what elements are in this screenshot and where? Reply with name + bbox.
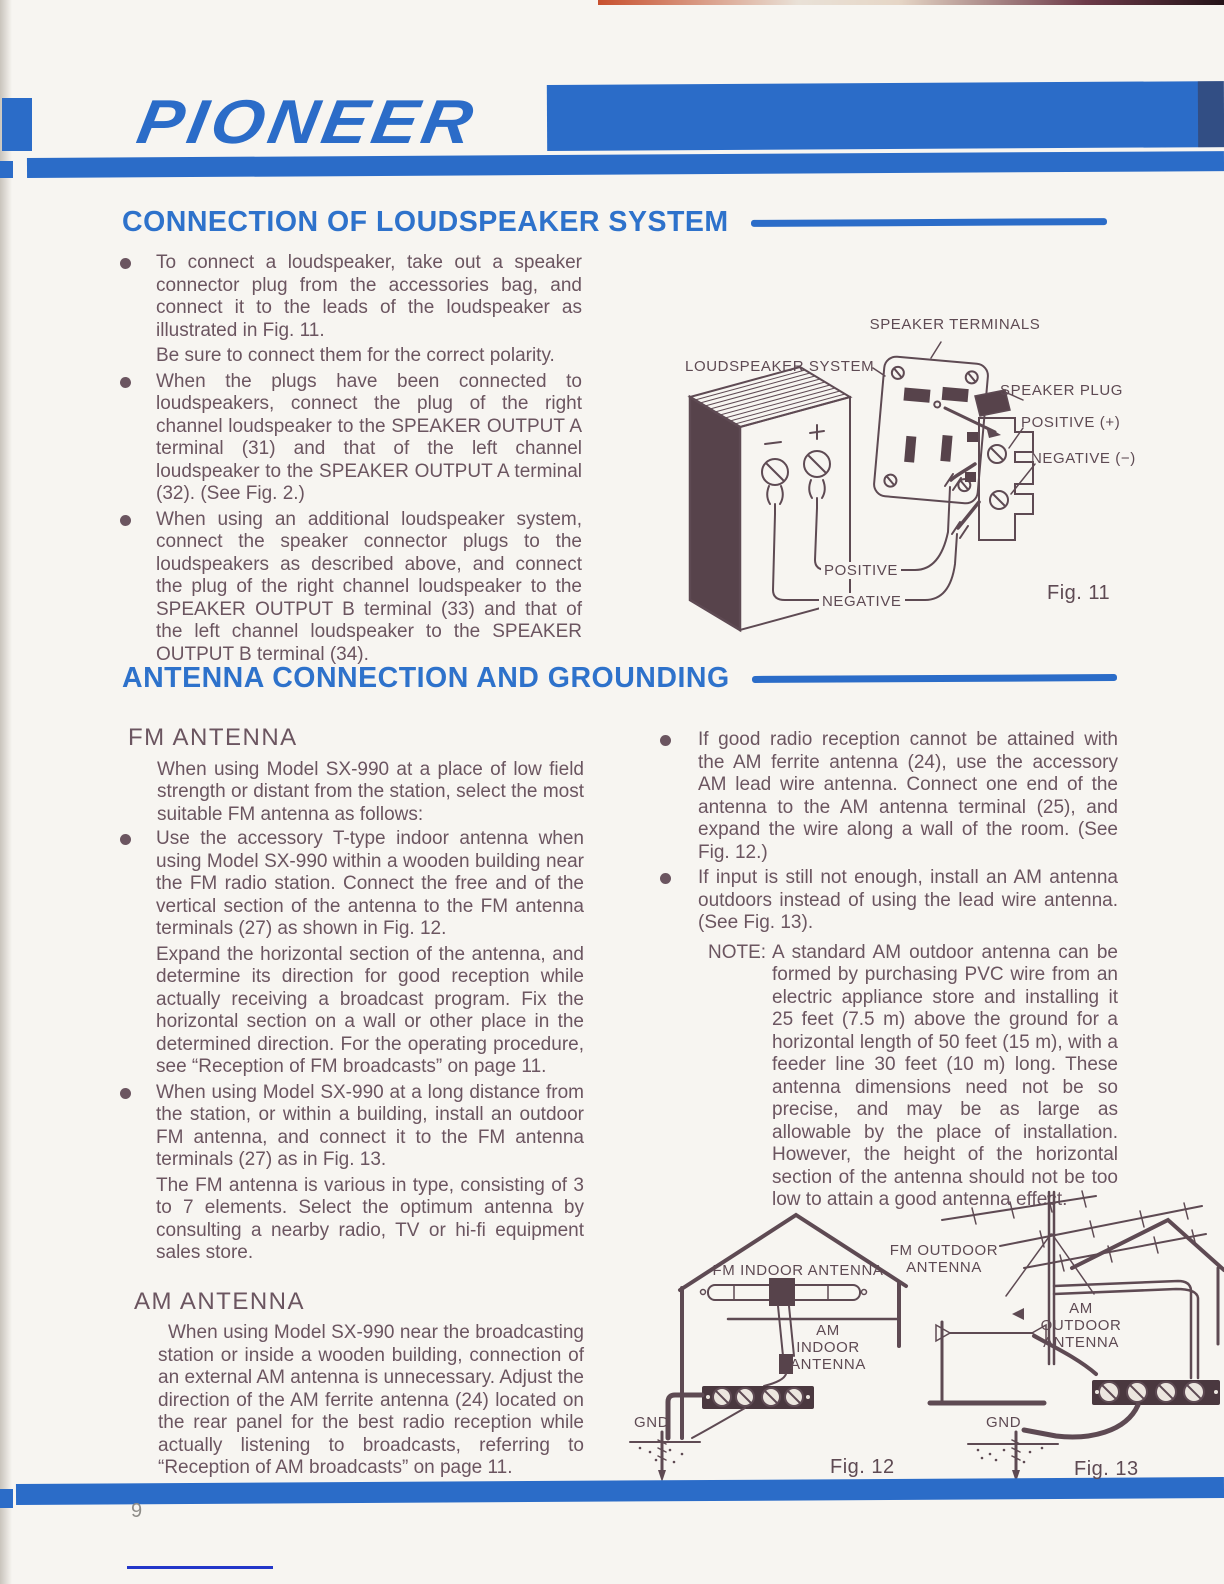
list-item bbox=[118, 371, 582, 506]
figure-11-speaker-connection bbox=[645, 302, 1205, 637]
footer-bar bbox=[16, 1477, 1224, 1505]
paragraph: If good radio reception cannot be attained with the AM ferrite antenna (24), use the accessory AM lead wire antenna. Connect one end of the antenna to the AM antenna terminal (25), and expand the wire along a wall of the room. (See Fig. 12.) bbox=[698, 729, 1118, 863]
footer-bar-notch bbox=[0, 1489, 13, 1508]
pioneer-logo-text: PIONEER bbox=[132, 87, 483, 157]
loudspeaker-text-column bbox=[118, 252, 582, 669]
label-positive-plus: POSITIVE (+) bbox=[1021, 414, 1121, 431]
note-text: A standard AM outdoor antenna can be formed by purchasing PVC wire from an electric appliance store and installing it 25 feet (7.5 m) above the ground for a horizontal length of 50 feet (15 m), with a feeder line 30 feet (10 m) long. These antenna dimensions need not be so precise, and may be as large as allowable by the place of installation. However, the height of the horizontal section of the antenna should not be too low to attain a good antenna effect. bbox=[772, 941, 1118, 1210]
note-label: NOTE: bbox=[708, 941, 767, 963]
label-loudspeaker-system: LOUDSPEAKER SYSTEM bbox=[685, 358, 875, 375]
figure-11-caption: Fig. 11 bbox=[1047, 582, 1111, 604]
brand-logo bbox=[132, 87, 483, 157]
label-am-outdoor-antenna: AM OUTDOOR ANTENNA bbox=[1040, 1300, 1122, 1351]
list-item bbox=[648, 729, 1118, 864]
paragraph: When using Model SX-990 at a long distance from the station, or within a building, install an outdoor FM antenna, and connect it to the FM antenna terminals (27) as in Fig. 13. bbox=[156, 1081, 584, 1170]
bullet-icon bbox=[120, 515, 131, 526]
list-item bbox=[118, 1082, 584, 1172]
fm-antenna-heading: FM ANTENNA bbox=[128, 724, 298, 751]
paragraph: Expand the horizontal section of the antenna, and determine its direction for good reception while actually receiving a broadcast program. Fix the horizontal section on a wall or other place in the determined direction. For the operating procedure, see “Reception of FM broadcasts” on page 11. bbox=[156, 943, 584, 1077]
figure-12-caption: Fig. 12 bbox=[830, 1456, 895, 1478]
header-band-notch bbox=[2, 98, 32, 151]
label-speaker-terminals: SPEAKER TERMINALS bbox=[869, 316, 1041, 333]
scan-edge-left bbox=[0, 0, 12, 1584]
bullet-icon bbox=[120, 1088, 131, 1099]
label-gnd: GND bbox=[634, 1414, 670, 1431]
section-loudspeaker-title: CONNECTION OF LOUDSPEAKER SYSTEM bbox=[122, 206, 729, 238]
bullet-icon bbox=[660, 735, 671, 746]
label-negative-minus: NEGATIVE (−) bbox=[1031, 450, 1136, 467]
section-title-rule bbox=[751, 218, 1107, 227]
list-item bbox=[648, 867, 1118, 935]
section-title-rule bbox=[752, 674, 1117, 683]
paragraph: If input is still not enough, install an AM antenna outdoors instead of using the lead wire antenna. (See Fig. 13). bbox=[698, 867, 1118, 933]
paragraph: When using Model SX-990 near the broadcasting station or inside a wooden building, connection of an external AM antenna is unnecessary. Adjust the direction of the AM ferrite antenna (24) located on the rear panel for the best radio reception while actually listening to broadcasts, referring to “Reception of AM broadcasts” on page 11. bbox=[158, 1322, 584, 1478]
bullet-icon bbox=[120, 258, 131, 269]
label-negative-wire: NEGATIVE bbox=[819, 593, 905, 610]
list-item bbox=[118, 252, 582, 342]
am-antenna-right-column bbox=[648, 729, 1118, 1212]
section-antenna-title: ANTENNA CONNECTION AND GROUNDING bbox=[122, 662, 730, 694]
paragraph: When using Model SX-990 at a place of low field strength or distant from the station, select the most suitable FM antenna as follows: bbox=[157, 758, 584, 825]
paragraph: Be sure to connect them for the correct polarity. bbox=[156, 345, 555, 366]
figure-13-outdoor-antenna bbox=[884, 1182, 1224, 1484]
bullet-icon bbox=[120, 377, 131, 388]
note-block bbox=[648, 942, 1118, 1212]
figure-13-caption: Fig. 13 bbox=[1074, 1458, 1139, 1480]
list-item bbox=[118, 509, 582, 667]
label-gnd: GND bbox=[986, 1414, 1022, 1431]
footer-blue-mark bbox=[127, 1566, 273, 1569]
section-antenna-header bbox=[122, 662, 1117, 695]
bullet-icon bbox=[660, 873, 671, 884]
am-antenna-heading: AM ANTENNA bbox=[134, 1287, 306, 1315]
label-positive-wire: POSITIVE bbox=[821, 562, 901, 579]
figure-12-indoor-antenna bbox=[612, 1188, 912, 1488]
label-fm-outdoor-antenna: FM OUTDOOR ANTENNA bbox=[889, 1242, 999, 1276]
label-am-indoor-antenna: AM INDOOR ANTENNA bbox=[790, 1322, 866, 1373]
page-number: 9 bbox=[131, 1500, 143, 1522]
section-loudspeaker-header bbox=[122, 206, 1107, 239]
scan-edge-top bbox=[598, 0, 1224, 5]
paragraph: The FM antenna is various in type, consisting of 3 to 7 elements. Select the optimum antenna by consulting a nearby radio, TV or hi-fi equipment sales store. bbox=[156, 1174, 584, 1263]
paragraph: To connect a loudspeaker, take out a speaker connector plug from the accessories bag, and connect it to the leads of the loudspeaker as illustrated in Fig. 11. bbox=[156, 252, 582, 341]
paragraph: When using an additional loudspeaker system, connect the speaker connector plugs to the loudspeakers as described above, and connect the plug of the right channel loudspeaker to the SPEAKER OUTPUT B terminal (33) and that of the left channel loudspeaker to the SPEAKER OUTPUT B terminal (34). bbox=[156, 508, 582, 665]
label-fm-indoor-antenna: FM INDOOR ANTENNA bbox=[712, 1262, 884, 1279]
paragraph: Use the accessory T-type indoor antenna when using Model SX-990 within a wooden building near the FM radio station. Connect the free and of the vertical section of the antenna to the FM antenna terminals (27) as shown in Fig. 12. bbox=[156, 828, 584, 939]
label-speaker-plug: SPEAKER PLUG bbox=[1000, 382, 1124, 399]
bullet-icon bbox=[120, 834, 131, 845]
header-stripe-notch bbox=[0, 161, 13, 178]
paragraph: When the plugs have been connected to loudspeakers, connect the plug of the right channel loudspeaker to the SPEAKER OUTPUT A terminal (31) and that of the left channel loudspeaker to the SPEAKER OUTPUT A terminal (32). (See Fig. 2.) bbox=[156, 370, 582, 504]
header-band bbox=[547, 81, 1224, 151]
figure-11-drawing bbox=[645, 302, 1205, 637]
header-band-shadow bbox=[1198, 81, 1224, 147]
list-item bbox=[118, 828, 584, 941]
fm-am-text-column bbox=[118, 724, 584, 1480]
